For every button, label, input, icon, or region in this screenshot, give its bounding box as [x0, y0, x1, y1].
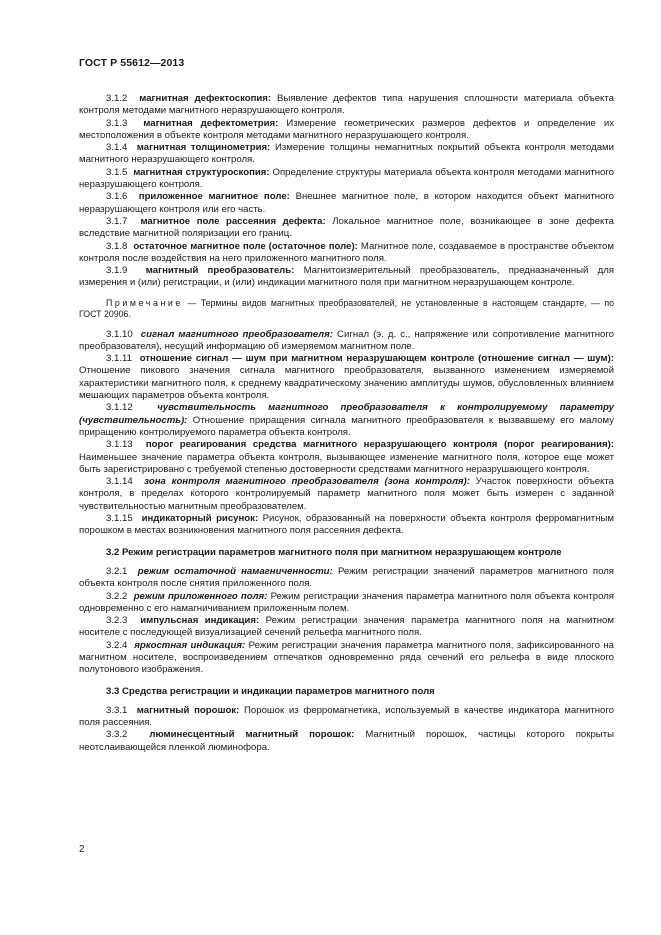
definition-paragraph: 3.1.13 порог реагирования средства магнитного неразрушающего контроля (порог реагирования): Наименьшее значение параметра объекта контроля, вызывающее изменение магнитного поля, которое еще может быть зарегистрировано с требуемой степенью достоверности средствами магнитного неразрушающего контроля.: [79, 439, 614, 475]
document-body: [79, 93, 614, 754]
page-header: ГОСТ Р 55612—2013: [79, 57, 185, 69]
definition-paragraph: 3.1.14 зона контроля магнитного преобразователя (зона контроля): Участок поверхности объекта контроля, в пределах которого контролируемый параметр магнитного поля может быть измерен с заданной чувствительностью магнитным преобразователем.: [79, 476, 614, 512]
definitions-group-1: [79, 93, 614, 290]
section-heading-3-3: 3.3 Средства регистрации и индикации параметров магнитного поля: [106, 685, 435, 697]
definition-paragraph: 3.1.12 чувствительность магнитного преобразователя к контролируемому параметру (чувствительность): Отношение приращения сигнала магнитного преобразователя к вызвавшему его малому приращению контролируемого параметра объекта контроля.: [79, 402, 615, 438]
definition-paragraph: 3.1.9 магнитный преобразователь: Магнитоизмерительный преобразователь, предназначенный для измерения и (или) регистрации, и (или) индикации магнитного поля при магнитном неразрушающем контроле.: [79, 265, 614, 289]
definition-paragraph: 3.1.15 индикаторный рисунок: Рисунок, образованный на поверхности объекта контроля ферромагнитным порошком в местах возникновения магнитного поля рассеяния дефекта.: [79, 513, 614, 537]
definition-paragraph: 3.3.2 люминесцентный магнитный порошок: Магнитный порошок, частицы которого покрыты неотслаивающейся пленкой люминофора.: [79, 729, 614, 753]
definition-paragraph: 3.2.3 импульсная индикация: Режим регистрации значения параметра магнитного поля на магнитном носителе с последующей визуализацией сечений рельефа магнитного поля.: [79, 615, 614, 639]
definition-paragraph: 3.1.3 магнитная дефектометрия: Измерение геометрических размеров дефектов и определение их местоположения в объекте контроля методами магнитного неразрушающего контроля.: [79, 117, 614, 141]
definition-paragraph: 3.1.4 магнитная толщинометрия: Измерение толщины немагнитных покрытий объекта контроля методами магнитного неразрушающего контроля.: [79, 142, 615, 166]
section-heading-3-2: 3.2 Режим регистрации параметров магнитного поля при магнитном неразрушающем контроле: [106, 546, 562, 558]
note-text: — Термины видов магнитных преобразователей, не установленные в настоящем стандарте, — по ГОСТ 20906.: [79, 297, 614, 320]
definition-paragraph: 3.1.11 отношение сигнал — шум при магнитном неразрушающем контроле (отношение сигнал — шум): Отношение пикового значения сигнала магнитного преобразователя, вызванного изменением измеряемой характеристики магнитного поля, к среднему квадратическому значению амплитуды шумов, обусловленных влиянием мешающих параметров объекта контроля.: [79, 353, 614, 402]
definition-paragraph: 3.1.8 остаточное магнитное поле (остаточное поле): Магнитное поле, создаваемое в пространстве объектом контроля после воздействия на него приложенного магнитного поля.: [79, 240, 614, 264]
definition-paragraph: 3.2.4 яркостная индикация: Режим регистрации значения параметра магнитного поля, зафиксированного на магнитном носителе, воспроизведением отпечатков одновременно ряда сечений его рельефа в виде плоского полутонового изображения.: [79, 639, 614, 676]
definitions-group-3: [79, 566, 614, 677]
definition-paragraph: 3.1.7 магнитное поле рассеяния дефекта: Локальное магнитное поле, возникающее в зоне дефекта вследствие магнитной поляризации его границ.: [79, 215, 614, 240]
note-label: Примечание: [106, 297, 183, 308]
definition-paragraph: 3.1.6 приложенное магнитное поле: Внешнее магнитное поле, в котором находится объект магнитного неразрушающего контроля или его часть.: [79, 191, 615, 215]
definitions-group-2: [79, 329, 614, 538]
definition-paragraph: 3.1.10 сигнал магнитного преобразователя: Сигнал (э. д. с., напряжение или сопротивление магнитного преобразователя), несущий информацию об измеряемом магнитном поле.: [79, 328, 614, 352]
note: [79, 298, 614, 321]
definition-paragraph: 3.2.2 режим приложенного поля: Режим регистрации значения параметра магнитного поля объекта контроля одновременно с его намагничиванием приложенным полем.: [79, 590, 614, 614]
definition-paragraph: 3.1.2 магнитная дефектоскопия: Выявление дефектов типа нарушения сплошности материала объекта контроля методами магнитного неразрушающего контроля.: [79, 93, 614, 117]
definitions-group-4: [79, 705, 614, 754]
page-number: 2: [79, 844, 85, 855]
definition-paragraph: 3.3.1 магнитный порошок: Порошок из ферромагнетика, используемый в качестве индикатора магнитного поля рассеяния.: [79, 704, 614, 729]
definition-paragraph: 3.1.5 магнитная структуроскопия: Определение структуры материала объекта контроля методами магнитного неразрушающего контроля.: [79, 166, 614, 191]
definition-paragraph: 3.2.1 режим остаточной намагниченности: Режим регистрации значений параметров магнитного поля объекта контроля после снятия приложенного поля.: [79, 565, 615, 590]
